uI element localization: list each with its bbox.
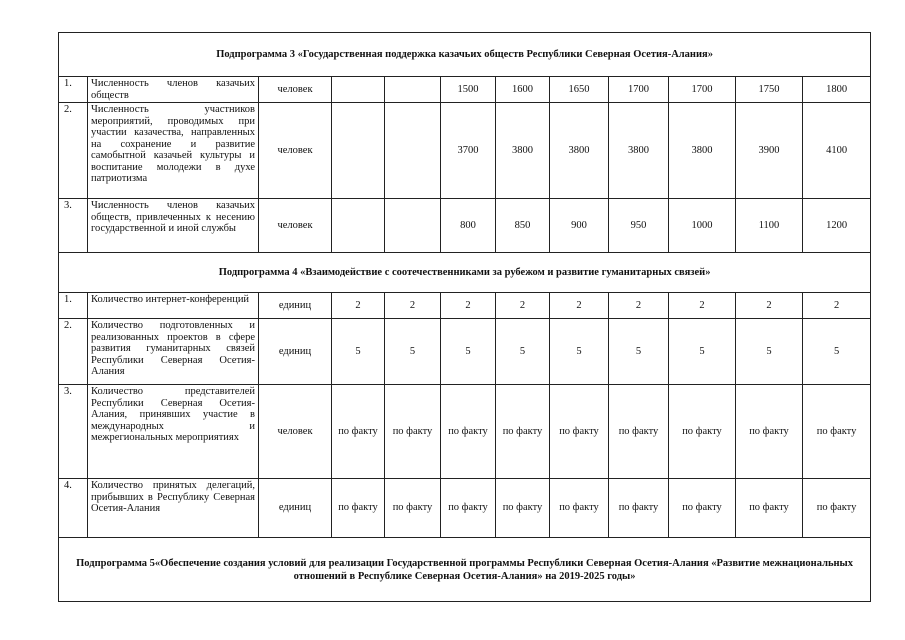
value-cell: 1000: [669, 199, 736, 253]
value-cell: 5: [736, 319, 803, 385]
value-cell: 1800: [803, 77, 871, 103]
value-cell: 5: [669, 319, 736, 385]
value-cell: 1100: [736, 199, 803, 253]
value-cell: 800: [441, 199, 496, 253]
value-cell: 3800: [669, 103, 736, 199]
value-cell: по факту: [385, 385, 441, 479]
table-row: [59, 479, 871, 538]
subprogram-title: Подпрограмма 4 «Взаимодействие с соотечественниками за рубежом и развитие гуманитарных связей»: [59, 253, 871, 293]
value-cell: по факту: [550, 385, 609, 479]
table-row: [59, 77, 871, 103]
indicator-name: Количество подготовленных и реализованных проектов в сфере развития гуманитарных связей Республики Северная Осетия-Алания: [88, 319, 259, 385]
value-cell: 850: [496, 199, 550, 253]
value-cell: 5: [332, 319, 385, 385]
value-cell: 900: [550, 199, 609, 253]
value-cell: [385, 199, 441, 253]
table-row: [59, 293, 871, 319]
value-cell: по факту: [385, 479, 441, 538]
value-cell: 2: [441, 293, 496, 319]
value-cell: 1700: [609, 77, 669, 103]
value-cell: 3700: [441, 103, 496, 199]
row-number: 2.: [59, 103, 88, 199]
value-cell: по факту: [496, 385, 550, 479]
value-cell: по факту: [803, 385, 871, 479]
value-cell: [385, 77, 441, 103]
value-cell: 5: [496, 319, 550, 385]
unit-cell: единиц: [259, 479, 332, 538]
value-cell: [332, 103, 385, 199]
value-cell: 5: [609, 319, 669, 385]
value-cell: по факту: [736, 385, 803, 479]
unit-cell: человек: [259, 103, 332, 199]
value-cell: 2: [332, 293, 385, 319]
unit-cell: единиц: [259, 319, 332, 385]
table-row: [59, 103, 871, 199]
value-cell: по факту: [669, 385, 736, 479]
value-cell: [385, 103, 441, 199]
unit-cell: человек: [259, 199, 332, 253]
value-cell: 2: [736, 293, 803, 319]
value-cell: 5: [803, 319, 871, 385]
value-cell: 2: [496, 293, 550, 319]
indicator-name: Численность членов казачьих обществ: [88, 77, 259, 103]
value-cell: 5: [441, 319, 496, 385]
indicator-name: Численность членов казачьих обществ, привлеченных к несению государственной и иной службы: [88, 199, 259, 253]
subprogram-3-header: [59, 33, 871, 77]
indicator-name: Численность участников мероприятий, проводимых при участии казачества, направленных на сохранение и развитие самобытной казачьей культуры и воспитание молодежи в духе патриотизма: [88, 103, 259, 199]
row-number: 1.: [59, 293, 88, 319]
value-cell: по факту: [496, 479, 550, 538]
value-cell: 4100: [803, 103, 871, 199]
row-number: 2.: [59, 319, 88, 385]
value-cell: 5: [550, 319, 609, 385]
indicator-name: Количество принятых делегаций, прибывших в Республику Северная Осетия-Алания: [88, 479, 259, 538]
value-cell: 5: [385, 319, 441, 385]
value-cell: по факту: [803, 479, 871, 538]
value-cell: 1200: [803, 199, 871, 253]
value-cell: по факту: [669, 479, 736, 538]
value-cell: по факту: [609, 385, 669, 479]
value-cell: 1500: [441, 77, 496, 103]
row-number: 4.: [59, 479, 88, 538]
value-cell: 2: [669, 293, 736, 319]
row-number: 1.: [59, 77, 88, 103]
table-row: [59, 319, 871, 385]
value-cell: 3800: [609, 103, 669, 199]
subprogram-4-header: [59, 253, 871, 293]
value-cell: по факту: [609, 479, 669, 538]
table-row: [59, 385, 871, 479]
table-row: [59, 199, 871, 253]
value-cell: по факту: [332, 385, 385, 479]
value-cell: 2: [803, 293, 871, 319]
subprogram-title: Подпрограмма 5«Обеспечение создания условий для реализации Государственной программы Республики Северная Осетия-Алания «Развитие межнациональных отношений в Республике Северная Осетия-Алания» на 2019-2025 годы»: [59, 538, 871, 602]
value-cell: 2: [609, 293, 669, 319]
value-cell: по факту: [736, 479, 803, 538]
subprogram-title: Подпрограмма 3 «Государственная поддержка казачьих обществ Республики Северная Осетия-Алания»: [59, 33, 871, 77]
unit-cell: человек: [259, 385, 332, 479]
value-cell: по факту: [332, 479, 385, 538]
indicator-name: Количество представителей Республики Северная Осетия-Алания, принявших участие в международных и межрегиональных мероприятиях: [88, 385, 259, 479]
value-cell: по факту: [441, 479, 496, 538]
value-cell: 950: [609, 199, 669, 253]
subprogram-5-header: [59, 538, 871, 602]
value-cell: по факту: [550, 479, 609, 538]
value-cell: 3800: [496, 103, 550, 199]
value-cell: 1650: [550, 77, 609, 103]
value-cell: [332, 77, 385, 103]
unit-cell: единиц: [259, 293, 332, 319]
indicators-table: [58, 32, 871, 602]
value-cell: [332, 199, 385, 253]
value-cell: 1600: [496, 77, 550, 103]
value-cell: по факту: [441, 385, 496, 479]
value-cell: 1700: [669, 77, 736, 103]
value-cell: 2: [385, 293, 441, 319]
value-cell: 3900: [736, 103, 803, 199]
indicator-name: Количество интернет-конференций: [88, 293, 259, 319]
unit-cell: человек: [259, 77, 332, 103]
value-cell: 2: [550, 293, 609, 319]
value-cell: 1750: [736, 77, 803, 103]
row-number: 3.: [59, 385, 88, 479]
row-number: 3.: [59, 199, 88, 253]
value-cell: 3800: [550, 103, 609, 199]
